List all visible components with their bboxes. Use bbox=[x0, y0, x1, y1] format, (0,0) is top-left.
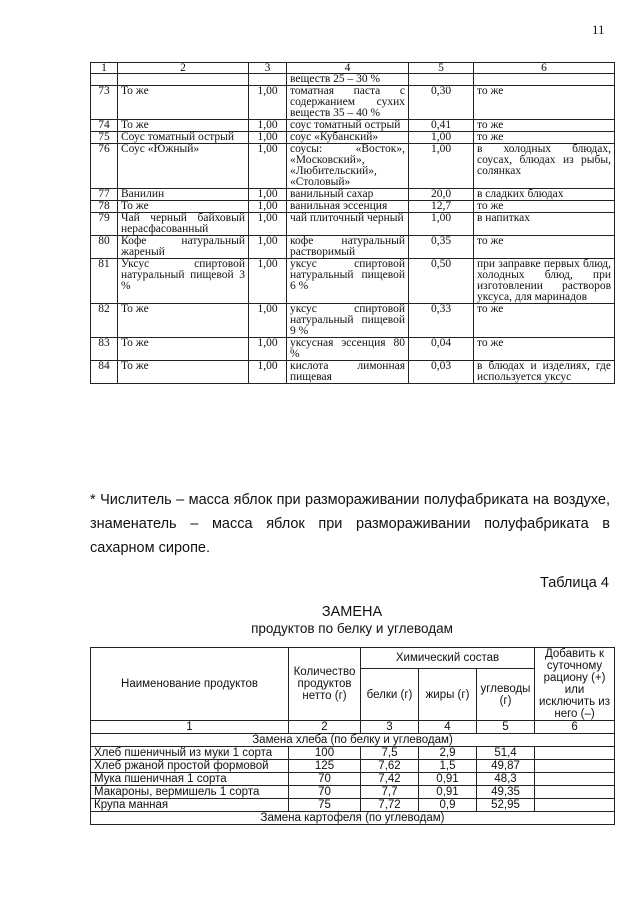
product-name: То же bbox=[118, 120, 249, 132]
replacement-name: чай плиточный черный bbox=[287, 213, 409, 236]
table-row bbox=[91, 799, 615, 812]
usage-note: то же bbox=[474, 132, 615, 144]
replacement-name: ванильная эссенция bbox=[287, 201, 409, 213]
product-name: Макароны, вермишель 1 сорта bbox=[91, 786, 289, 799]
table-row bbox=[91, 338, 615, 361]
header-carbs: углеводы (г) bbox=[477, 669, 535, 721]
protein-value: 7,62 bbox=[361, 760, 419, 773]
page-number: 11 bbox=[592, 22, 605, 37]
equivalent-qty: 0,35 bbox=[409, 236, 474, 259]
table-row bbox=[91, 144, 615, 189]
product-name: Ванилин bbox=[118, 189, 249, 201]
replacement-name: уксус спиртовой натуральный пищевой 9 % bbox=[287, 304, 409, 338]
usage-note: то же bbox=[474, 304, 615, 338]
carbs-value: 51,4 bbox=[477, 747, 535, 760]
replacement-name: уксус спиртовой натуральный пищевой 6 % bbox=[287, 259, 409, 304]
row-number: 80 bbox=[91, 236, 118, 259]
section-heading: Замена хлеба (по белку и углеводам) bbox=[91, 734, 615, 747]
table-row bbox=[91, 259, 615, 304]
fat-value: 1,5 bbox=[419, 760, 477, 773]
product-name: Хлеб пшеничный из муки 1 сорта bbox=[91, 747, 289, 760]
protein-value: 7,72 bbox=[361, 799, 419, 812]
product-qty: 1,00 bbox=[249, 304, 287, 338]
column-number: 3 bbox=[361, 721, 419, 734]
table-row bbox=[91, 236, 615, 259]
product-name: Кофе натуральный жареный bbox=[118, 236, 249, 259]
header-cell: 1 bbox=[91, 63, 118, 74]
usage-note: в блюдах и изделиях, где используется уксус bbox=[474, 361, 615, 384]
product-qty: 75 bbox=[289, 799, 361, 812]
row-number: 76 bbox=[91, 144, 118, 189]
usage-note: то же bbox=[474, 120, 615, 132]
usage-note: в напитках bbox=[474, 213, 615, 236]
header-cell: 5 bbox=[409, 63, 474, 74]
usage-note: в холодных блюдах, соусах, блюдах из рыбы, солянках bbox=[474, 144, 615, 189]
replacement-table bbox=[90, 62, 615, 384]
usage-note: то же bbox=[474, 86, 615, 120]
product-name: Мука пшеничная 1 сорта bbox=[91, 773, 289, 786]
product-qty: 1,00 bbox=[249, 189, 287, 201]
equivalent-qty: 0,30 bbox=[409, 86, 474, 120]
row-number: 75 bbox=[91, 132, 118, 144]
table-header-row bbox=[91, 648, 615, 669]
row-number: 84 bbox=[91, 361, 118, 384]
protein-value: 7,5 bbox=[361, 747, 419, 760]
table-row bbox=[91, 760, 615, 773]
replacement-name: соус «Кубанский» bbox=[287, 132, 409, 144]
equivalent-qty bbox=[409, 74, 474, 86]
header-protein: белки (г) bbox=[361, 669, 419, 721]
table-row bbox=[91, 213, 615, 236]
carbs-value: 49,87 bbox=[477, 760, 535, 773]
row-number: 81 bbox=[91, 259, 118, 304]
section-heading: Замена картофеля (по углеводам) bbox=[91, 812, 615, 825]
column-number-row bbox=[91, 721, 615, 734]
product-name: Соус томатный острый bbox=[118, 132, 249, 144]
table-header-row bbox=[91, 63, 615, 74]
column-number: 2 bbox=[289, 721, 361, 734]
replacement-name: соусы: «Восток», «Московский», «Любительский», «Столовый» bbox=[287, 144, 409, 189]
replacement-name: ванильный сахар bbox=[287, 189, 409, 201]
product-name: То же bbox=[118, 361, 249, 384]
equivalent-qty: 1,00 bbox=[409, 132, 474, 144]
product-name: То же bbox=[118, 338, 249, 361]
table-row bbox=[91, 786, 615, 799]
column-number: 5 bbox=[477, 721, 535, 734]
replacement-name: уксусная эссенция 80 % bbox=[287, 338, 409, 361]
add-value bbox=[535, 799, 615, 812]
product-qty: 1,00 bbox=[249, 86, 287, 120]
usage-note: при заправке первых блюд, холодных блюд, при изготовлении растворов уксуса, для маринадов bbox=[474, 259, 615, 304]
product-qty: 70 bbox=[289, 786, 361, 799]
header-cell: 6 bbox=[474, 63, 615, 74]
product-qty: 1,00 bbox=[249, 236, 287, 259]
replacement-name: кофе натуральный растворимый bbox=[287, 236, 409, 259]
product-qty: 1,00 bbox=[249, 338, 287, 361]
header-fat: жиры (г) bbox=[419, 669, 477, 721]
carbs-value: 49,35 bbox=[477, 786, 535, 799]
nutrient-replacement-table bbox=[90, 647, 615, 825]
product-name: То же bbox=[118, 86, 249, 120]
table-subtitle: продуктов по белку и углеводам bbox=[251, 621, 453, 636]
product-qty: 1,00 bbox=[249, 213, 287, 236]
fat-value: 0,9 bbox=[419, 799, 477, 812]
equivalent-qty: 0,04 bbox=[409, 338, 474, 361]
product-name: Уксус спиртовой натуральный пищевой 3 % bbox=[118, 259, 249, 304]
table-row bbox=[91, 74, 615, 86]
equivalent-qty: 0,33 bbox=[409, 304, 474, 338]
table-row bbox=[91, 120, 615, 132]
product-name bbox=[118, 74, 249, 86]
header-add: Добавить к суточному рациону (+) или исключить из него (–) bbox=[535, 648, 615, 721]
fat-value: 2,9 bbox=[419, 747, 477, 760]
table-title: ЗАМЕНА bbox=[321, 604, 383, 620]
table-row bbox=[91, 361, 615, 384]
product-name: Соус «Южный» bbox=[118, 144, 249, 189]
row-number: 79 bbox=[91, 213, 118, 236]
product-qty: 1,00 bbox=[249, 361, 287, 384]
table-label: Таблица 4 bbox=[540, 575, 609, 591]
product-qty: 70 bbox=[289, 773, 361, 786]
equivalent-qty: 0,03 bbox=[409, 361, 474, 384]
product-qty: 125 bbox=[289, 760, 361, 773]
table-row bbox=[91, 189, 615, 201]
replacement-name: веществ 25 – 30 % bbox=[287, 74, 409, 86]
column-number: 1 bbox=[91, 721, 289, 734]
table-row bbox=[91, 304, 615, 338]
row-number: 77 bbox=[91, 189, 118, 201]
product-qty: 100 bbox=[289, 747, 361, 760]
product-qty: 1,00 bbox=[249, 120, 287, 132]
add-value bbox=[535, 747, 615, 760]
footnote: * Числитель – масса яблок при размораживании полуфабриката на воздухе, знаменатель – масса яблок при размораживании полуфабриката в сахарном сиропе. bbox=[90, 492, 610, 556]
row-number: 78 bbox=[91, 201, 118, 213]
header-cell: 4 bbox=[287, 63, 409, 74]
table-row bbox=[91, 747, 615, 760]
replacement-name: кислота лимонная пищевая bbox=[287, 361, 409, 384]
usage-note bbox=[474, 74, 615, 86]
protein-value: 7,7 bbox=[361, 786, 419, 799]
product-name: То же bbox=[118, 201, 249, 213]
header-cell: 3 bbox=[249, 63, 287, 74]
replacement-name: томатная паста с содержанием сухих веществ 35 – 40 % bbox=[287, 86, 409, 120]
product-qty: 1,00 bbox=[249, 201, 287, 213]
usage-note: то же bbox=[474, 338, 615, 361]
row-number: 82 bbox=[91, 304, 118, 338]
product-qty: 1,00 bbox=[249, 144, 287, 189]
row-number bbox=[91, 74, 118, 86]
header-name: Наименование продуктов bbox=[91, 648, 289, 721]
section-row bbox=[91, 734, 615, 747]
equivalent-qty: 1,00 bbox=[409, 144, 474, 189]
product-name: Чай черный байховый нерасфасованный bbox=[118, 213, 249, 236]
equivalent-qty: 20,0 bbox=[409, 189, 474, 201]
add-value bbox=[535, 786, 615, 799]
equivalent-qty: 0,50 bbox=[409, 259, 474, 304]
equivalent-qty: 1,00 bbox=[409, 213, 474, 236]
usage-note: то же bbox=[474, 201, 615, 213]
usage-note: в сладких блюдах bbox=[474, 189, 615, 201]
row-number: 74 bbox=[91, 120, 118, 132]
carbs-value: 52,95 bbox=[477, 799, 535, 812]
product-qty: 1,00 bbox=[249, 132, 287, 144]
usage-note: то же bbox=[474, 236, 615, 259]
equivalent-qty: 12,7 bbox=[409, 201, 474, 213]
product-name: Крупа манная bbox=[91, 799, 289, 812]
column-number: 6 bbox=[535, 721, 615, 734]
product-qty bbox=[249, 74, 287, 86]
column-number: 4 bbox=[419, 721, 477, 734]
fat-value: 0,91 bbox=[419, 773, 477, 786]
table-row bbox=[91, 86, 615, 120]
row-number: 83 bbox=[91, 338, 118, 361]
table-row bbox=[91, 201, 615, 213]
product-name: Хлеб ржаной простой формовой bbox=[91, 760, 289, 773]
product-name: То же bbox=[118, 304, 249, 338]
protein-value: 7,42 bbox=[361, 773, 419, 786]
table-row bbox=[91, 773, 615, 786]
header-qty: Количество продуктов нетто (г) bbox=[289, 648, 361, 721]
product-qty: 1,00 bbox=[249, 259, 287, 304]
equivalent-qty: 0,41 bbox=[409, 120, 474, 132]
header-chem: Химический состав bbox=[361, 648, 535, 669]
section-row bbox=[91, 812, 615, 825]
replacement-name: соус томатный острый bbox=[287, 120, 409, 132]
carbs-value: 48,3 bbox=[477, 773, 535, 786]
add-value bbox=[535, 760, 615, 773]
fat-value: 0,91 bbox=[419, 786, 477, 799]
row-number: 73 bbox=[91, 86, 118, 120]
add-value bbox=[535, 773, 615, 786]
header-cell: 2 bbox=[118, 63, 249, 74]
table-row bbox=[91, 132, 615, 144]
